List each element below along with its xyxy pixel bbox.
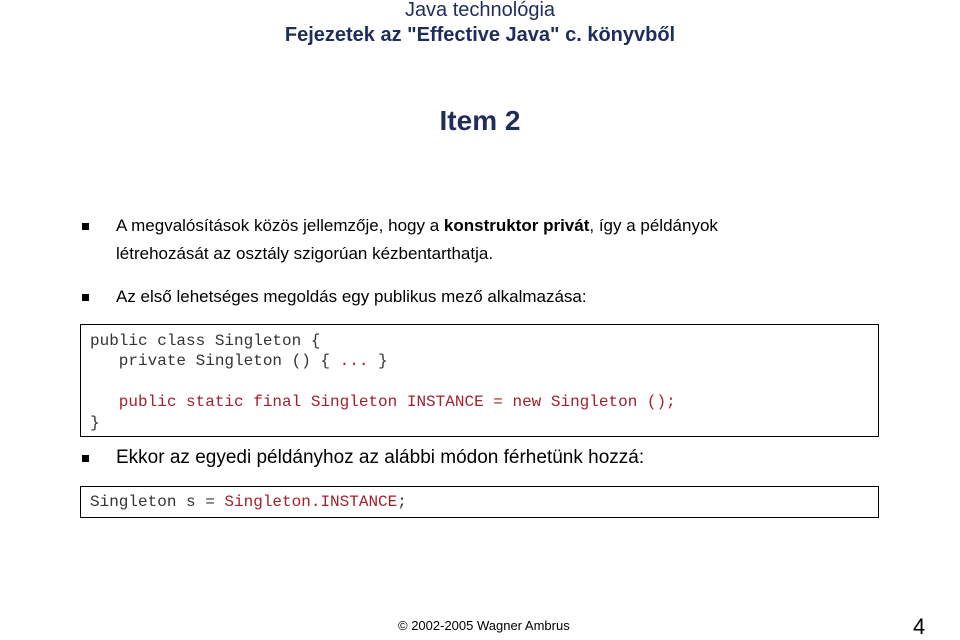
code-text: ;	[397, 493, 407, 511]
code-line	[90, 352, 388, 370]
code-highlight: ...	[339, 352, 369, 370]
bullet-square-icon	[82, 223, 89, 230]
code-text: private Singleton () {	[90, 352, 340, 370]
page-number: 4	[913, 614, 926, 639]
presentation-subtitle: Fejezetek az "Effective Java" c. könyvből	[284, 24, 676, 46]
code-line-highlight: public static final Singleton INSTANCE = new Singleton ();	[90, 393, 676, 411]
code-highlight: Singleton.INSTANCE	[224, 493, 398, 511]
code-text: }	[368, 352, 388, 370]
code-block-singleton	[80, 324, 879, 437]
code-line	[90, 493, 407, 511]
code-text: Singleton s =	[90, 493, 225, 511]
bullet-text-bold: konstruktor privát	[443, 216, 590, 235]
bullet-text-pre: A megvalósítások közös jellemzője, hogy a	[116, 216, 444, 235]
bullet-text-post: , így a példányok	[589, 216, 718, 235]
code-line: public class Singleton {	[90, 332, 321, 350]
bullet-text-line2: létrehozását az osztály szigorúan kézbentarthatja.	[116, 244, 494, 263]
code-line: }	[90, 414, 100, 432]
footer-copyright: © 2002-2005 Wagner Ambrus	[398, 618, 570, 633]
bullet-text-line1	[116, 214, 718, 238]
bullet-text: Ekkor az egyedi példányhoz az alábbi módon férhetünk hozzá:	[116, 447, 645, 468]
bullet-text: Az első lehetséges megoldás egy publikus mező alkalmazása:	[116, 287, 587, 306]
presentation-title: Java technológia	[404, 0, 556, 21]
bullet-square-icon	[82, 294, 89, 301]
bullet-square-icon	[82, 455, 89, 462]
slide-title: Item 2	[439, 105, 521, 136]
code-block-usage	[80, 486, 879, 518]
